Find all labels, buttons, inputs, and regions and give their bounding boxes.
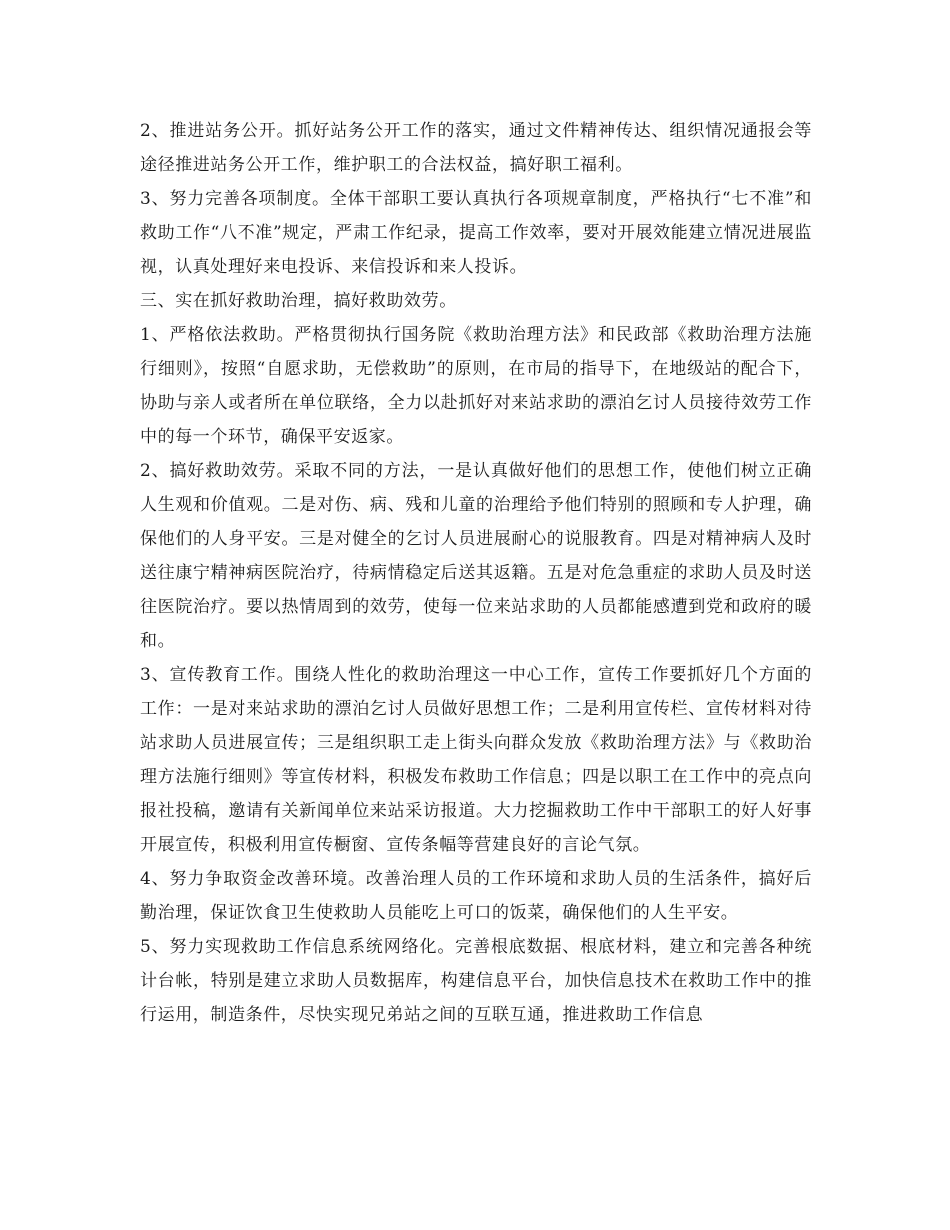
paragraph-publicity: 2、推进站务公开。抓好站务公开工作的落实，通过文件精神传达、组织情况通报会等途径推进站务公开工作，维护职工的合法权益，搞好职工福利。 [140,121,812,175]
paragraph-lawful-rescue: 1、严格依法救助。严格贯彻执行国务院《救助治理方法》和民政部《救助治理方法施行细则》，按照“自愿求助，无偿救助”的原则，在市局的指导下，在地级站的配合下，协助与亲人或者所在单位联络，全力以赴抓好对来站求助的漂泊乞讨人员接待效劳工作中的每一个环节，确保平安返家。 [140,325,812,447]
paragraph-information-system: 5、努力实现救助工作信息系统网络化。完善根底数据、根底材料，建立和完善各种统计台帐，特别是建立求助人员数据库，构建信息平台，加快信息技术在救助工作中的推行运用，制造条件，尽快实现兄弟站之间的互联互通，推进救助工作信息 [140,937,812,1025]
paragraph-rescue-service: 2、搞好救助效劳。采取不同的方法，一是认真做好他们的思想工作，使他们树立正确人生观和价值观。二是对伤、病、残和儿童的治理给予他们特别的照顾和专人护理，确保他们的人身平安。三是对健全的乞讨人员进展耐心的说服教育。四是对精神病人及时送往康宁精神病医院治疗，待病情稳定后送其返籍。五是对危急重症的求助人员及时送往医院治疗。要以热情周到的效劳，使每一位来站求助的人员都能感遭到党和政府的暖和。 [140,461,812,651]
paragraph-regulations: 3、努力完善各项制度。全体干部职工要认真执行各项规章制度，严格执行“七不准”和救助工作“八不准”规定，严肃工作纪录，提高工作效率，要对开展效能建立情况进展监视，认真处理好来电投诉、来信投诉和来人投诉。 [140,189,812,277]
section-heading-rescue-management: 三、实在抓好救助治理，搞好救助效劳。 [140,291,457,311]
paragraph-funding-environment: 4、努力争取资金改善环境。改善治理人员的工作环境和求助人员的生活条件，搞好后勤治理，保证饮食卫生使救助人员能吃上可口的饭菜，确保他们的人生平安。 [140,869,812,923]
paragraph-publicity-education: 3、宣传教育工作。围绕人性化的救助治理这一中心工作，宣传工作要抓好几个方面的工作：一是对来站求助的漂泊乞讨人员做好思想工作；二是利用宣传栏、宣传材料对待站求助人员进展宣传；三是组织职工走上街头向群众发放《救助治理方法》与《救助治理方法施行细则》等宣传材料，积极发布救助工作信息；四是以职工在工作中的亮点向报社投稿，邀请有关新闻单位来站采访报道。大力挖掘救助工作中干部职工的好人好事开展宣传，积极利用宣传橱窗、宣传条幅等营建良好的言论气氛。 [140,665,812,855]
document-body [140,114,812,1032]
